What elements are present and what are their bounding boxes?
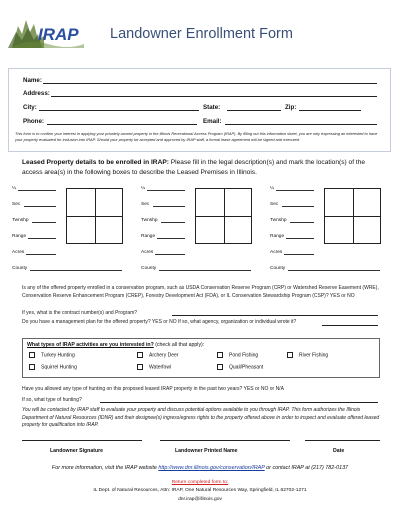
hunting-history-question: Have you allowed any type of hunting on this proposed leased IRAP property in the past two years? YES or NO or N/A <box>22 386 284 392</box>
signature-label: Landowner Signature <box>50 448 104 454</box>
twnshp-field[interactable] <box>32 222 56 223</box>
county-label: County <box>141 266 157 271</box>
checkbox[interactable] <box>217 352 223 358</box>
activity-option-quail-pheasant[interactable] <box>217 364 263 370</box>
contract-number-question: If yes, what is the contract number(s) and Program? <box>22 310 138 316</box>
city-label: City: <box>23 104 37 111</box>
quarter-field[interactable] <box>147 190 185 191</box>
contact-info-box <box>8 68 391 152</box>
phone-field[interactable] <box>47 124 197 125</box>
acres-field[interactable] <box>284 254 314 255</box>
activity-option-archery-deer[interactable] <box>137 352 178 358</box>
irap-website-link[interactable]: http://www.dnr.illinois.gov/conservation/IRAP <box>158 465 265 471</box>
acres-field[interactable] <box>26 254 56 255</box>
activities-title-text: What types of IRAP activities are you interested in? <box>27 342 154 348</box>
twnshp-label: Twnshp <box>141 218 158 223</box>
legal-description-column-3 <box>270 186 385 276</box>
return-form-heading: Return completed form to: <box>171 480 229 485</box>
legal-description-column-2 <box>141 186 256 276</box>
printed-name-label: Landowner Printed Name <box>175 448 238 454</box>
county-field[interactable] <box>30 270 122 271</box>
more-info-line <box>0 465 400 471</box>
checkbox[interactable] <box>137 364 143 370</box>
city-field[interactable] <box>39 110 199 111</box>
leased-property-heading <box>22 158 382 177</box>
range-label: Range <box>270 234 285 239</box>
date-line[interactable] <box>305 440 380 441</box>
hunting-type-question: If so, what type of hunting? <box>22 397 82 403</box>
checkbox[interactable] <box>29 364 35 370</box>
checkbox[interactable] <box>29 352 35 358</box>
irap-logo <box>8 10 86 50</box>
signature-line[interactable] <box>22 440 142 441</box>
irap-logo-graphic <box>8 10 86 50</box>
state-label: State: <box>203 104 221 111</box>
county-field[interactable] <box>159 270 251 271</box>
county-label: County <box>12 266 28 271</box>
quarter-field[interactable] <box>18 190 56 191</box>
sec-label: Sec <box>270 202 279 207</box>
twnshp-label: Twnshp <box>12 218 29 223</box>
acres-label: Acres <box>270 250 283 255</box>
state-field[interactable] <box>227 110 281 111</box>
email-field[interactable] <box>225 124 377 125</box>
acres-label: Acres <box>12 250 25 255</box>
twnshp-label: Twnshp <box>270 218 287 223</box>
option-label: Quail/Pheasant <box>229 364 264 371</box>
sec-field[interactable] <box>282 206 314 207</box>
option-label: Archery Deer <box>149 352 179 359</box>
sec-label: Sec <box>12 202 21 207</box>
option-label: River Fishing <box>299 352 329 359</box>
management-plan-question: Do you have a management plan for the offered property? YES or NO If so, what agency, organization or individual wrote it? <box>22 319 297 325</box>
phone-label: Phone: <box>23 118 44 125</box>
printed-name-line[interactable] <box>160 440 290 441</box>
option-label: Squirrel Hunting <box>41 364 77 371</box>
sec-field[interactable] <box>153 206 185 207</box>
hunting-type-field[interactable] <box>100 402 378 403</box>
twnshp-field[interactable] <box>161 222 185 223</box>
return-email[interactable]: dnr.irap@illinois.gov <box>178 497 222 502</box>
return-address: IL Dept. of Natural Resources, Attn: IRAP, One Natural Resources Way, Springfield, IL 62702-1271 <box>93 488 307 493</box>
info-prefix: For more information, visit the IRAP website <box>51 465 157 471</box>
contract-number-field[interactable] <box>172 315 378 316</box>
name-label: Name: <box>23 77 42 84</box>
date-label: Date <box>333 448 345 454</box>
leased-heading-label: Leased Property details to be enrolled in IRAP: <box>22 159 169 166</box>
name-field[interactable] <box>43 83 377 84</box>
conservation-program-question: Is any of the offered property enrolled in a conservation program, such as USDA Conservation Reserve Program (CRP) or Watershed Reserve Easement (WRE), Conservation Reserve Enhancement Program (CREP), Forestry Development Act (FDA), or IL Conservation Stewardship Program (CSP)? YES or NO <box>22 285 379 299</box>
logo-text: IRAP <box>38 25 79 44</box>
checkbox[interactable] <box>137 352 143 358</box>
leased-instructions: Please fill in the legal description(s) and mark the location(s) of the access area(s) in the following boxes to describe the Leased Premises in Illinois. <box>22 159 366 176</box>
quarter-field[interactable] <box>276 190 314 191</box>
acres-field[interactable] <box>155 254 185 255</box>
activity-option-turkey-hunting[interactable] <box>29 352 75 358</box>
location-grid[interactable] <box>195 188 252 244</box>
evaluation-notice: You will be contacted by IRAP staff to evaluate your property and discuss potential options available to you through IRAP. This form authorizes the Illinois Department of Natural Resources (IDNR) and their designee(s) ingress/egress rights to the property offered above in order to inspect and evaluate offered leased property for qualification into IRAP. <box>22 407 380 428</box>
range-field[interactable] <box>28 238 56 239</box>
activity-option-squirrel-hunting[interactable] <box>29 364 77 370</box>
range-field[interactable] <box>157 238 185 239</box>
twnshp-field[interactable] <box>290 222 314 223</box>
address-label: Address: <box>23 90 50 97</box>
quarter-label: ¼ <box>12 186 17 191</box>
quarter-label: ¼ <box>270 186 275 191</box>
sec-label: Sec <box>141 202 150 207</box>
option-label: Turkey Hunting <box>41 352 75 359</box>
option-label: Waterfowl <box>149 364 172 371</box>
location-grid[interactable] <box>66 188 123 244</box>
county-label: County <box>270 266 286 271</box>
activity-option-river-fishing[interactable] <box>287 352 328 358</box>
legal-description-column-1 <box>12 186 127 276</box>
range-field[interactable] <box>286 238 314 239</box>
location-grid[interactable] <box>324 188 381 244</box>
page-title: Landowner Enrollment Form <box>110 26 293 42</box>
enrollment-disclaimer: This form is to confirm your interest in applying your privately-owned property in the Illinois Recreational Access Program (IRAP). By filling out this information sheet, you are only expressing an interested to have your property evaluated for inclusion into IRAP. Should your property be accepted and approved by IRAP staff, a formal lease agreement will be signed and executed. <box>15 131 378 142</box>
zip-field[interactable] <box>299 110 361 111</box>
activity-option-pond-fishing[interactable] <box>217 352 258 358</box>
info-suffix: or contact IRAP at (217) 782-0137 <box>266 465 349 471</box>
activity-option-waterfowl[interactable] <box>137 364 171 370</box>
management-plan-field[interactable] <box>322 325 378 326</box>
county-field[interactable] <box>288 270 380 271</box>
activities-box <box>22 338 380 378</box>
email-label: Email: <box>203 118 222 125</box>
checkbox[interactable] <box>217 364 223 370</box>
range-label: Range <box>12 234 27 239</box>
activities-title-suffix: (check all that apply): <box>155 342 205 348</box>
sec-field[interactable] <box>24 206 56 207</box>
range-label: Range <box>141 234 156 239</box>
quarter-label: ¼ <box>141 186 146 191</box>
address-field[interactable] <box>51 96 377 97</box>
zip-label: Zip: <box>285 104 297 111</box>
activities-title <box>27 342 204 348</box>
checkbox[interactable] <box>287 352 293 358</box>
option-label: Pond Fishing <box>229 352 259 359</box>
acres-label: Acres <box>141 250 154 255</box>
